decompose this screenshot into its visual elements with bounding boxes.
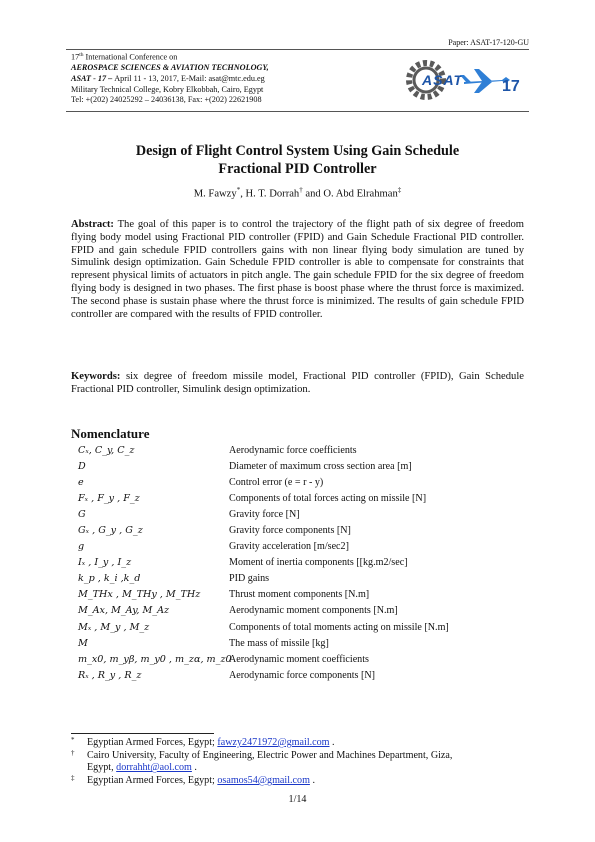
page-number: 1/14 — [288, 794, 307, 805]
author-3-mark: ‡ — [397, 186, 402, 194]
keywords-text: six degree of freedom missile model, Fractional PID controller (FPID), Gain Schedule Fractional PID controller, Simulink design optimization. — [71, 371, 524, 395]
nomenclature-symbol: Iₓ , I_y , I_z — [78, 557, 132, 569]
nomenclature-row — [71, 539, 531, 555]
logo-text: ASAT — [422, 72, 464, 88]
nomenclature-definition: Gravity force [N] — [229, 508, 300, 520]
conf-line-3 — [71, 74, 269, 85]
author-1-mark: * — [236, 186, 241, 194]
asat-logo — [402, 55, 530, 105]
footnote-2 — [71, 750, 527, 763]
nomenclature-definition: Diameter of maximum cross section area [m] — [229, 460, 412, 472]
nomenclature-definition: Components of total forces acting on missile [N] — [229, 492, 427, 504]
nomenclature-row — [71, 571, 531, 587]
nomenclature-definition: Aerodynamic moment components [N.m] — [229, 605, 398, 617]
authors — [60, 186, 535, 200]
conf-ordinal: th — [79, 52, 84, 58]
footnote-mark: ‡ — [71, 773, 75, 782]
nomenclature-row — [71, 458, 531, 474]
conf-dates: April 11 - 13, 2017, E-Mail: asat@mtc.edu.eg — [114, 73, 265, 83]
nomenclature-row — [71, 619, 531, 635]
nomenclature-definition: Aerodynamic moment coefficients — [229, 653, 369, 665]
author-2: H. T. Dorrah — [245, 188, 300, 200]
nomenclature-definition: Control error (e = r - y) — [229, 476, 324, 488]
conf-line-5: Tel: +(202) 24025292 – 24036138, Fax: +(202) 22621908 — [71, 95, 262, 105]
conf-acronym: ASAT - 17 – — [71, 73, 115, 83]
title-line-1: Design of Flight Control System Using Gain Schedule — [135, 143, 460, 159]
author-separator: , — [240, 188, 246, 200]
nomenclature-definition: PID gains — [229, 573, 270, 585]
nomenclature-row — [71, 522, 531, 538]
conference-info — [71, 50, 269, 106]
nomenclature-symbol: Gₓ , G_y , G_z — [78, 525, 143, 537]
conf-number: 17 — [71, 52, 80, 62]
email-link[interactable]: dorrahht@aol.com — [116, 762, 192, 774]
nomenclature-row — [71, 603, 531, 619]
nomenclature-definition: Moment of inertia components [[kg.m2/sec] — [229, 557, 408, 569]
author-separator: and — [302, 188, 324, 200]
nomenclature-definition: Components of total moments acting on missile [N.m] — [229, 621, 449, 633]
nomenclature-row — [71, 635, 531, 651]
nomenclature-row — [71, 442, 531, 458]
nomenclature-symbol: g — [78, 541, 85, 553]
nomenclature-definition: Aerodynamic force components [N] — [229, 669, 376, 681]
nomenclature-heading: Nomenclature — [71, 426, 150, 441]
nomenclature-symbol: Fₓ , F_y , F_z — [78, 492, 140, 504]
footnote-mark: * — [71, 736, 75, 744]
nomenclature-symbol: G — [78, 508, 86, 520]
nomenclature-definition: The mass of missile [kg] — [229, 637, 329, 649]
abstract-label: Abstract: — [71, 219, 114, 230]
footnote-text: Egyptian Armed Forces, Egypt; — [87, 737, 218, 748]
conference-rule — [66, 111, 529, 112]
nomenclature-row — [71, 667, 531, 683]
nomenclature-row — [71, 490, 531, 506]
nomenclature-symbol: M_THx , M_THy , M_THz — [78, 589, 201, 601]
footnote-1 — [71, 737, 527, 750]
conf-line-1-text: International Conference on — [83, 52, 178, 62]
footnote-3 — [71, 775, 527, 788]
paper-title — [60, 142, 535, 178]
footnote-text: Cairo University, Faculty of Engineering, Electric Power and Machines Department, Giza, — [87, 749, 453, 761]
nomenclature-definition: Thrust moment components [N.m] — [229, 589, 370, 601]
keywords — [71, 371, 524, 397]
nomenclature-row — [71, 555, 531, 571]
footnote-end: . — [309, 774, 315, 786]
nomenclature-definition: Gravity force components [N] — [229, 525, 351, 537]
footnote-2-cont — [71, 762, 527, 775]
nomenclature-symbol: M_Ax, M_Ay, M_Az — [78, 605, 170, 617]
logo-number: 17 — [502, 78, 520, 95]
footnote-mark: † — [71, 748, 75, 757]
nomenclature-list — [71, 442, 531, 683]
paper-id: Paper: ASAT-17-120-GU — [448, 38, 529, 47]
nomenclature-symbol: e — [78, 476, 84, 488]
keywords-label: Keywords: — [71, 371, 121, 382]
nomenclature-symbol: m_x0, m_yβ, m_y0 , m_zα, m_z0 — [78, 653, 232, 665]
nomenclature-row — [71, 651, 531, 667]
footnote-text: Egyptian Armed Forces, Egypt; — [87, 774, 218, 786]
conf-line-1 — [71, 50, 269, 63]
nomenclature-row — [71, 506, 531, 522]
footnote-rule — [71, 733, 214, 734]
footnote-end: . — [329, 737, 335, 748]
email-link[interactable]: osamos54@gmail.com — [217, 774, 310, 786]
nomenclature-symbol: Mₓ , M_y , M_z — [78, 621, 150, 633]
author-3: O. Abd Elrahman — [323, 188, 398, 200]
nomenclature-symbol: Rₓ , R_y , R_z — [78, 669, 142, 681]
footnote-end: . — [191, 762, 197, 774]
nomenclature-definition: Gravity acceleration [m/sec2] — [229, 541, 349, 553]
abstract — [71, 219, 524, 321]
nomenclature-symbol: D — [78, 460, 86, 472]
author-2-mark: † — [299, 186, 303, 194]
conf-line-4: Military Technical College, Kobry Elkobbah, Cairo, Egypt — [71, 84, 264, 94]
nomenclature-symbol: k_p , k_i ,k_d — [78, 573, 141, 585]
footnotes — [71, 737, 527, 787]
footnote-text: Egypt, — [87, 762, 117, 774]
conf-line-2: AEROSPACE SCIENCES & AVIATION TECHNOLOGY, — [71, 63, 269, 73]
abstract-text: The goal of this paper is to control the trajectory of the flight path of six degree of freedom flying body model using Fractional PID controller (FPID) and Gain Schedule Fractional PID controller. FPID and gain schedule FPID controllers gains with non linear flying body simulation are tuned by Simulink design optimization. Gain Schedule FPID controller is able to compensate for constraints that represent physical limits of actuators in pitch angle. The gain schedule FPID for the six degree of freedom flying body is designed in two phases. The first phase is boost phase where the thrust force is maximized. The second phase is sustain phase where the thrust force is minimized. The results of gain schedule FPID controller are compared with the results of FPID controller. — [71, 219, 524, 320]
nomenclature-definition: Aerodynamic force coefficients — [229, 444, 357, 456]
nomenclature-symbol: Cₓ, C_y, C_z — [78, 444, 135, 456]
email-link[interactable]: fawzy2471972@gmail.com — [217, 737, 330, 748]
nomenclature-symbol: M — [78, 637, 88, 649]
nomenclature-row — [71, 587, 531, 603]
author-1: M. Fawzy — [193, 188, 237, 200]
nomenclature-row — [71, 474, 531, 490]
title-line-2: Fractional PID Controller — [218, 161, 377, 177]
